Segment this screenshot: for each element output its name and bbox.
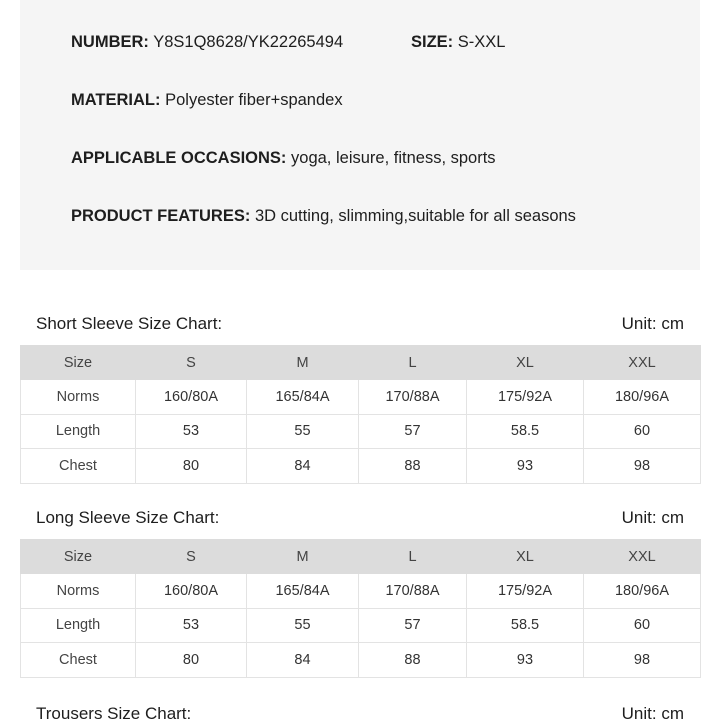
table-cell: 93 [467,643,584,677]
table-cell: 165/84A [247,574,359,608]
table-header-cell: XL [467,540,584,574]
table-cell: 165/84A [247,380,359,414]
product-number-value: Y8S1Q8628/YK22265494 [153,33,344,51]
table-row [21,643,701,677]
table-header-row [21,540,701,574]
product-occasions [71,149,496,168]
product-size-label: SIZE: [411,33,454,51]
table-cell: 88 [359,449,467,483]
table-cell: 98 [584,449,701,483]
product-features [71,207,576,226]
short-sleeve-chart-unit: Unit: cm [621,314,684,333]
table-header-cell: M [247,540,359,574]
short-sleeve-size-table [20,345,701,484]
table-header-cell: XL [467,346,584,380]
table-row [21,414,701,448]
table-cell: 88 [359,643,467,677]
table-cell: 160/80A [136,380,247,414]
table-cell: Length [21,608,136,642]
table-row [21,380,701,414]
product-material-label: MATERIAL: [71,91,161,109]
table-cell: 80 [136,643,247,677]
table-cell: 53 [136,414,247,448]
table-header-cell: XXL [584,540,701,574]
table-header-cell: L [359,346,467,380]
table-cell: 160/80A [136,574,247,608]
table-header-cell: S [136,540,247,574]
table-cell: 58.5 [467,414,584,448]
product-info-panel [20,0,700,270]
product-features-label: PRODUCT FEATURES: [71,207,251,225]
table-cell: Chest [21,449,136,483]
long-sleeve-chart-title: Long Sleeve Size Chart: [36,508,220,527]
table-cell: 180/96A [584,380,701,414]
trousers-chart-header [36,704,684,720]
table-cell: Norms [21,574,136,608]
table-cell: 57 [359,608,467,642]
table-cell: 60 [584,414,701,448]
table-cell: Norms [21,380,136,414]
table-header-cell: M [247,346,359,380]
short-sleeve-chart-header [36,314,684,338]
table-header-row [21,346,701,380]
product-material [71,91,343,110]
table-cell: 175/92A [467,380,584,414]
table-header-cell: Size [21,346,136,380]
table-row [21,608,701,642]
table-cell: 80 [136,449,247,483]
long-sleeve-chart-header [36,508,684,532]
product-size [411,33,505,52]
trousers-chart-unit: Unit: cm [621,704,684,720]
table-cell: 180/96A [584,574,701,608]
product-size-value: S-XXL [457,33,506,51]
product-features-value: 3D cutting, slimming,suitable for all seasons [254,207,576,225]
table-header-cell: L [359,540,467,574]
product-number-label: NUMBER: [71,33,149,51]
product-occasions-value: yoga, leisure, fitness, sports [291,149,496,167]
table-row [21,574,701,608]
table-cell: 175/92A [467,574,584,608]
table-cell: 84 [247,449,359,483]
long-sleeve-chart-unit: Unit: cm [621,508,684,527]
table-cell: 93 [467,449,584,483]
table-cell: 170/88A [359,380,467,414]
table-cell: 170/88A [359,574,467,608]
product-material-value: Polyester fiber+spandex [165,91,343,109]
table-cell: 57 [359,414,467,448]
short-sleeve-chart-title: Short Sleeve Size Chart: [36,314,223,333]
table-cell: 53 [136,608,247,642]
table-cell: 98 [584,643,701,677]
table-cell: 84 [247,643,359,677]
table-cell: Chest [21,643,136,677]
table-cell: 58.5 [467,608,584,642]
table-row [21,449,701,483]
trousers-chart-title: Trousers Size Chart: [36,704,192,720]
table-header-cell: Size [21,540,136,574]
long-sleeve-size-table [20,539,701,678]
table-cell: 55 [247,414,359,448]
table-header-cell: XXL [584,346,701,380]
table-header-cell: S [136,346,247,380]
table-cell: Length [21,414,136,448]
table-cell: 55 [247,608,359,642]
table-cell: 60 [584,608,701,642]
product-occasions-label: APPLICABLE OCCASIONS: [71,149,287,167]
product-number [71,33,343,52]
